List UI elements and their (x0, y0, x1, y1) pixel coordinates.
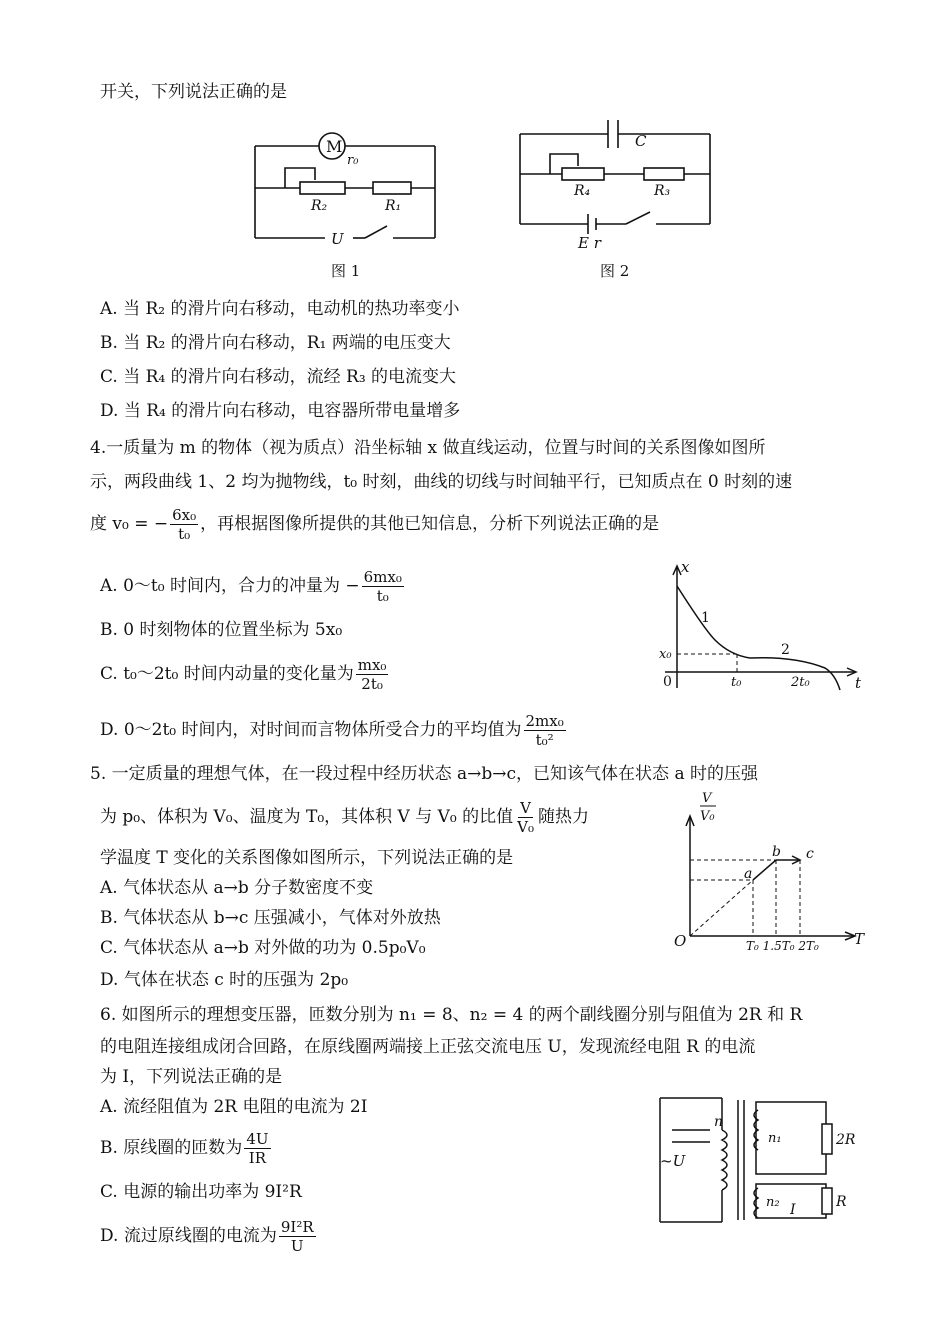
q5-ratio-numerator: V (520, 799, 531, 817)
graph-t-axis-label: t (855, 674, 862, 692)
q4-option-d-text: D. 0～2t₀ 时间内，对时间而言物体所受合力的平均值为 (100, 720, 522, 740)
q4-position-time-graph (655, 560, 870, 700)
q6-option-b (100, 1126, 273, 1170)
motor-label: M (326, 137, 343, 156)
q5-line-2 (100, 795, 589, 839)
q3-option-d: D. 当 R₄ 的滑片向右移动，电容器所带电量增多 (100, 401, 461, 421)
q6-line-3: 为 I，下列说法正确的是 (100, 1067, 283, 1087)
resistor-2r-label: 2R (836, 1132, 856, 1148)
graph-x-axis-label: x (681, 560, 690, 576)
graph-t-axis-label: T (854, 930, 865, 948)
q5-option-c: C. 气体状态从 a→b 对外做的功为 0.5p₀V₀ (100, 938, 426, 958)
q4-v0-fraction (170, 506, 198, 543)
q6-option-d-fraction (279, 1218, 316, 1255)
graph-curve-1-label: 1 (701, 610, 710, 626)
q4-line-1: 4.一质量为 m 的物体（视为质点）沿坐标轴 x 做直线运动，位置与时间的关系图像如图所 (90, 438, 766, 458)
q4-v0-denominator: t₀ (178, 525, 191, 543)
graph-origin-label: 0 (663, 674, 672, 690)
source-u-label: ~U (660, 1152, 686, 1170)
q4-option-c-denominator: 2t₀ (361, 675, 383, 693)
q4-option-b: B. 0 时刻物体的位置坐标为 5x₀ (100, 620, 343, 640)
graph-v-numerator: V (702, 791, 712, 806)
q4-option-c (100, 654, 390, 694)
q6-option-d-numerator: 9I²R (280, 1218, 314, 1236)
q6-option-c: C. 电源的输出功率为 9I²R (100, 1182, 302, 1202)
q5-ratio-denominator: V₀ (517, 818, 534, 836)
q6-option-b-text: B. 原线圈的匝数为 (100, 1138, 243, 1158)
q5-volume-temperature-graph (668, 788, 868, 958)
q4-option-d-denominator: t₀² (535, 731, 554, 749)
q4-option-d (100, 710, 568, 750)
q6-option-a: A. 流经阻值为 2R 电阻的电流为 2I (100, 1097, 368, 1117)
q5-option-b: B. 气体状态从 b→c 压强减小，气体对外放热 (100, 908, 441, 928)
q5-ratio-fraction (515, 799, 536, 836)
q6-transformer-diagram (650, 1090, 870, 1230)
n2-label: n₂ (766, 1195, 780, 1210)
emf-label: E r (578, 234, 601, 252)
state-a-label: a (744, 866, 753, 882)
q6-option-b-fraction (244, 1130, 270, 1167)
graph-2t0-label: 2t₀ (791, 675, 810, 690)
q4-option-a-denominator: t₀ (376, 587, 389, 605)
q4-option-d-numerator: 2mx₀ (525, 712, 564, 730)
q6-option-b-denominator: IR (248, 1149, 267, 1167)
figure-1-caption: 图 1 (331, 262, 361, 280)
q6-line-1: 6. 如图所示的理想变压器，匝数分别为 n₁ = 8、n₂ = 4 的两个副线圈分别与阻值为 2R 和 R (100, 1005, 803, 1025)
r3-label: R₃ (654, 183, 671, 199)
q5-line-2-suffix: 随热力 (538, 807, 589, 827)
q4-option-a-numerator: 6mx₀ (363, 568, 402, 586)
q3-option-b: B. 当 R₂ 的滑片向右移动，R₁ 两端的电压变大 (100, 333, 451, 353)
r1-label: R₁ (385, 198, 402, 214)
figure-2-circuit (510, 112, 720, 288)
graph-origin-label: O (674, 932, 687, 950)
q5-line-3: 学温度 T 变化的关系图像如图所示，下列说法正确的是 (100, 848, 514, 868)
state-b-label: b (772, 844, 781, 860)
u-label: U (331, 230, 344, 248)
figure-1-circuit (245, 128, 445, 288)
q5-line-2-text: 为 p₀、体积为 V₀、温度为 T₀，其体积 V 与 V₀ 的比值 (100, 807, 514, 827)
figure-2-caption: 图 2 (600, 262, 630, 280)
q6-option-d (100, 1214, 318, 1258)
q6-line-2: 的电阻连接组成闭合回路，在原线圈两端接上正弦交流电压 U，发现流经电阻 R 的电流 (100, 1037, 756, 1057)
q4-option-c-numerator: mx₀ (357, 656, 387, 674)
graph-x0-label: x₀ (659, 647, 672, 662)
q6-option-d-text: D. 流过原线圈的电流为 (100, 1226, 277, 1246)
state-c-label: c (806, 846, 814, 862)
q4-option-d-fraction (524, 712, 566, 749)
q4-option-a-fraction (362, 568, 404, 605)
r4-label: R₄ (574, 183, 591, 199)
q4-line-2: 示，两段曲线 1、2 均为抛物线，t₀ 时刻，曲线的切线与时间轴平行，已知质点在 0 时刻的速 (90, 472, 793, 492)
intro-line: 开关，下列说法正确的是 (100, 82, 287, 102)
n1-label: n₁ (768, 1131, 782, 1146)
graph-curve-2-label: 2 (781, 642, 790, 658)
q4-line-3 (90, 504, 659, 544)
graph-t0-label: t₀ (731, 675, 742, 690)
q6-option-d-denominator: U (290, 1237, 304, 1255)
q3-option-c: C. 当 R₄ 的滑片向右移动，流经 R₃ 的电流变大 (100, 367, 457, 387)
resistor-r-label: R (836, 1194, 847, 1210)
q5-option-d: D. 气体在状态 c 时的压强为 2p₀ (100, 970, 349, 990)
capacitor-label: C (635, 132, 647, 150)
graph-t-ticks: T₀ 1.5T₀ 2T₀ (746, 939, 819, 953)
q4-line-3-prefix: 度 v₀ = − (90, 514, 169, 534)
q4-line-3-suffix: ，再根据图像所提供的其他已知信息，分析下列说法正确的是 (200, 514, 660, 534)
current-i-label: I (790, 1202, 796, 1218)
q3-option-a: A. 当 R₂ 的滑片向右移动，电动机的热功率变小 (100, 299, 460, 319)
q5-line-1: 5. 一定质量的理想气体，在一段过程中经历状态 a→b→c，已知该气体在状态 a 时的压强 (90, 764, 758, 784)
q4-v0-numerator: 6x₀ (172, 506, 197, 524)
q5-option-a: A. 气体状态从 a→b 分子数密度不变 (100, 878, 374, 898)
primary-n-label: n (714, 1114, 724, 1130)
q4-option-a-text: A. 0～t₀ 时间内，合力的冲量为 − (100, 576, 360, 596)
q4-option-c-fraction (356, 656, 389, 693)
r2-label: R₂ (311, 198, 328, 214)
q4-option-c-text: C. t₀～2t₀ 时间内动量的变化量为 (100, 664, 354, 684)
q6-option-b-numerator: 4U (246, 1130, 269, 1148)
graph-v0-denominator: V₀ (700, 809, 715, 824)
q4-option-a (100, 566, 406, 606)
motor-r-label: r₀ (347, 153, 359, 168)
